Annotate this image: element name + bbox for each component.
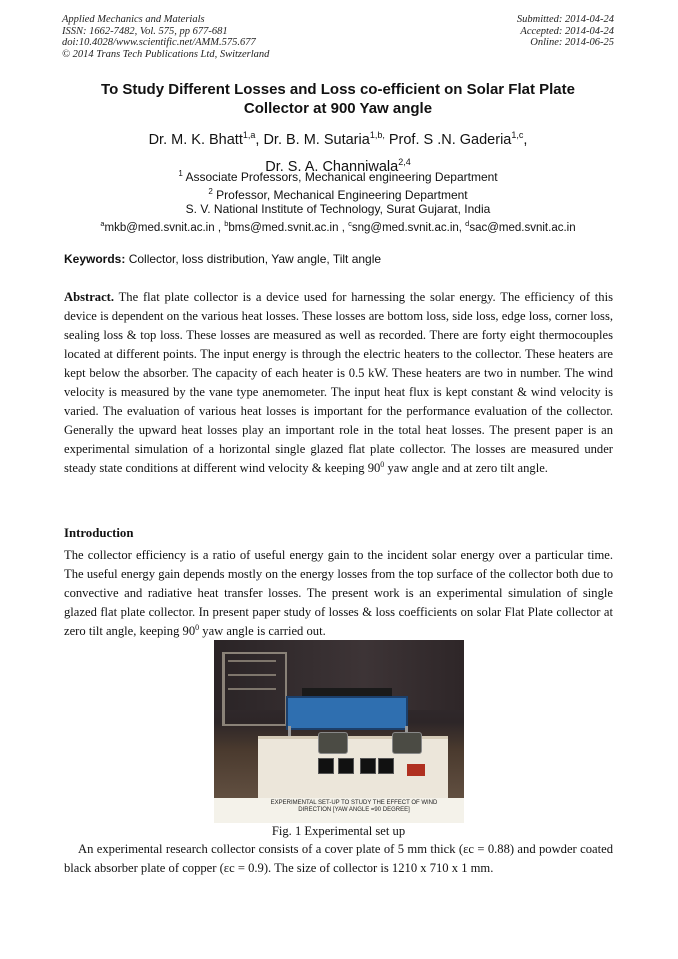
abstract-label: Abstract. <box>64 290 115 304</box>
author-list: Dr. M. K. Bhatt$^{1,a}$, Dr. B. M. Sutaria$^{1,b,}$ Prof. S .N. Gaderia$^{1,c}$, Dr. S. A. Channiwala$^{2,4}$ <box>148 130 528 175</box>
keywords-line <box>64 252 616 267</box>
photo-dimmer-2 <box>392 732 422 754</box>
online-date: Online: 2014-06-25 <box>530 37 614 48</box>
journal-header-right <box>517 14 614 49</box>
author-1-sup: 1,a <box>242 130 256 140</box>
photo-rack-shelves <box>228 660 276 662</box>
email-3-sup: c <box>348 219 352 228</box>
photo-collector-frame <box>286 696 408 730</box>
email-4[interactable]: sac@med.svnit.ac.in <box>469 221 576 234</box>
email-1-sup: a <box>100 219 105 228</box>
doi-line: doi:10.4028/www.scientific.net/AMM.575.677 <box>62 37 256 48</box>
issn-line: ISSN: 1662-7482, Vol. 575, pp 677-681 <box>62 25 228 37</box>
author-3: Prof. S .N. Gaderia <box>388 131 512 148</box>
intro-degree-sup: 0 <box>195 622 200 632</box>
keywords-label: Keywords: <box>64 252 126 266</box>
author-4-sup: 2,4 <box>398 156 411 167</box>
author-2: Dr. B. M. Sutaria <box>263 131 370 148</box>
photo-embedded-caption: EXPERIMENTAL SET-UP TO STUDY THE EFFECT OF WIND DIRECTION [YAW ANGLE =90 DEGREE] <box>270 800 438 813</box>
photo-device-1 <box>318 758 334 774</box>
collector-description-paragraph: An experimental research collector consists of a cover plate of 5 mm thick (εc = 0.88) and powder coated black absorber plate of copper (εc = 0.9). The size of collector is 1210 x 710 x 1 mm. <box>64 842 613 875</box>
abstract-paragraph <box>64 288 613 478</box>
introduction-heading: Introduction <box>64 526 134 540</box>
email-3[interactable]: sng@med.svnit.ac.in, <box>351 221 462 234</box>
email-4-sup: d <box>465 219 470 228</box>
photo-device-2 <box>338 758 354 774</box>
journal-name: Applied Mechanics and Materials <box>62 14 205 25</box>
affil-1-sup: 1 <box>178 169 183 178</box>
affil-1: Associate Professors, Mechanical engineering Department <box>185 170 498 184</box>
author-2-sup: 1,b, <box>369 130 385 140</box>
title-line-1: To Study Different Losses and Loss co-efficient on Solar Flat Plate <box>101 81 575 98</box>
copyright-line: © 2014 Trans Tech Publications Ltd, Switzerland <box>62 48 270 60</box>
author-4: Dr. S. A. Channiwala <box>265 158 399 175</box>
introduction-paragraph <box>64 546 613 641</box>
photo-red-box <box>407 764 425 776</box>
affiliations <box>60 167 616 217</box>
abstract-text-1: The flat plate collector is a device used for harnessing the solar energy. The efficiency of this device is dependent on the various heat losses. These losses are bottom loss, side loss, edge loss, corner loss, sealing loss & top loss. These losses are measured as well as recorded. There are forty eight thermocouples located at different points. The input energy is through the electric heaters to the collector. These heaters are kept below the absorber. The capacity of each heater is 0.5 kW. These heaters are two in number. The wind velocity is measured by the vane type anemometer. The input heat flux is kept constant & wind velocity is varied. The evaluation of various heat losses is important for the performance evaluation of the collector. Generally the upward heat losses play an important role in the total heat losses. The present paper is an experimental simulation of a horizontal single glazed flat plate collector. The losses are measured under steady state conditions at different wind velocity & keeping 90 <box>64 290 613 475</box>
photo-device-4 <box>378 758 394 774</box>
email-2[interactable]: bms@med.svnit.ac.in <box>228 221 339 234</box>
keywords-text: Collector, loss distribution, Yaw angle, Tilt angle <box>128 252 382 266</box>
affil-3: S. V. National Institute of Technology, Surat Gujarat, India <box>185 202 491 216</box>
intro-text-1: The collector efficiency is a ratio of useful energy gain to the incident solar energy over a particular time. The useful energy gain depends mostly on the energy losses from the top surface of the collector both due to convective and radiative heat transfer losses. The present work is an experimental simulation of single glazed flat plate collector. In present paper study of losses & loss coefficients on solar Flat Plate collector at zero tilt angle, keeping 90 <box>64 548 613 638</box>
author-3-sup: 1,c <box>511 130 524 140</box>
photo-dimmer-1 <box>318 732 348 754</box>
abstract-text-2: yaw angle and at zero tilt angle. <box>384 461 548 475</box>
abstract-degree-sup: 0 <box>380 459 385 469</box>
journal-header-left <box>62 14 269 60</box>
accepted-date: Accepted: 2014-04-24 <box>520 25 614 37</box>
paper-title <box>60 80 616 118</box>
email-list: $^a$mkb@med.svnit.ac.in , $^b$bms@med.svnit.ac.in , $^c$sng@med.svnit.ac.in, $^d$sac@med.svnit.ac.in <box>100 219 576 234</box>
intro-text-2: yaw angle is carried out. <box>199 624 326 638</box>
experimental-setup-photo <box>214 640 464 823</box>
email-2-sup: b <box>224 219 229 228</box>
title-line-2: Collector at 900 Yaw angle <box>243 100 433 117</box>
affil-2-sup: 2 <box>208 186 213 196</box>
affil-2: Professor, Mechanical Engineering Department <box>216 187 468 202</box>
submitted-date: Submitted: 2014-04-24 <box>516 14 614 25</box>
author-1: Dr. M. K. Bhatt <box>148 131 243 148</box>
photo-device-3 <box>360 758 376 774</box>
figure-caption: Fig. 1 Experimental set up <box>271 824 406 838</box>
photo-rack <box>222 652 287 726</box>
email-1[interactable]: mkb@med.svnit.ac.in <box>104 221 215 234</box>
